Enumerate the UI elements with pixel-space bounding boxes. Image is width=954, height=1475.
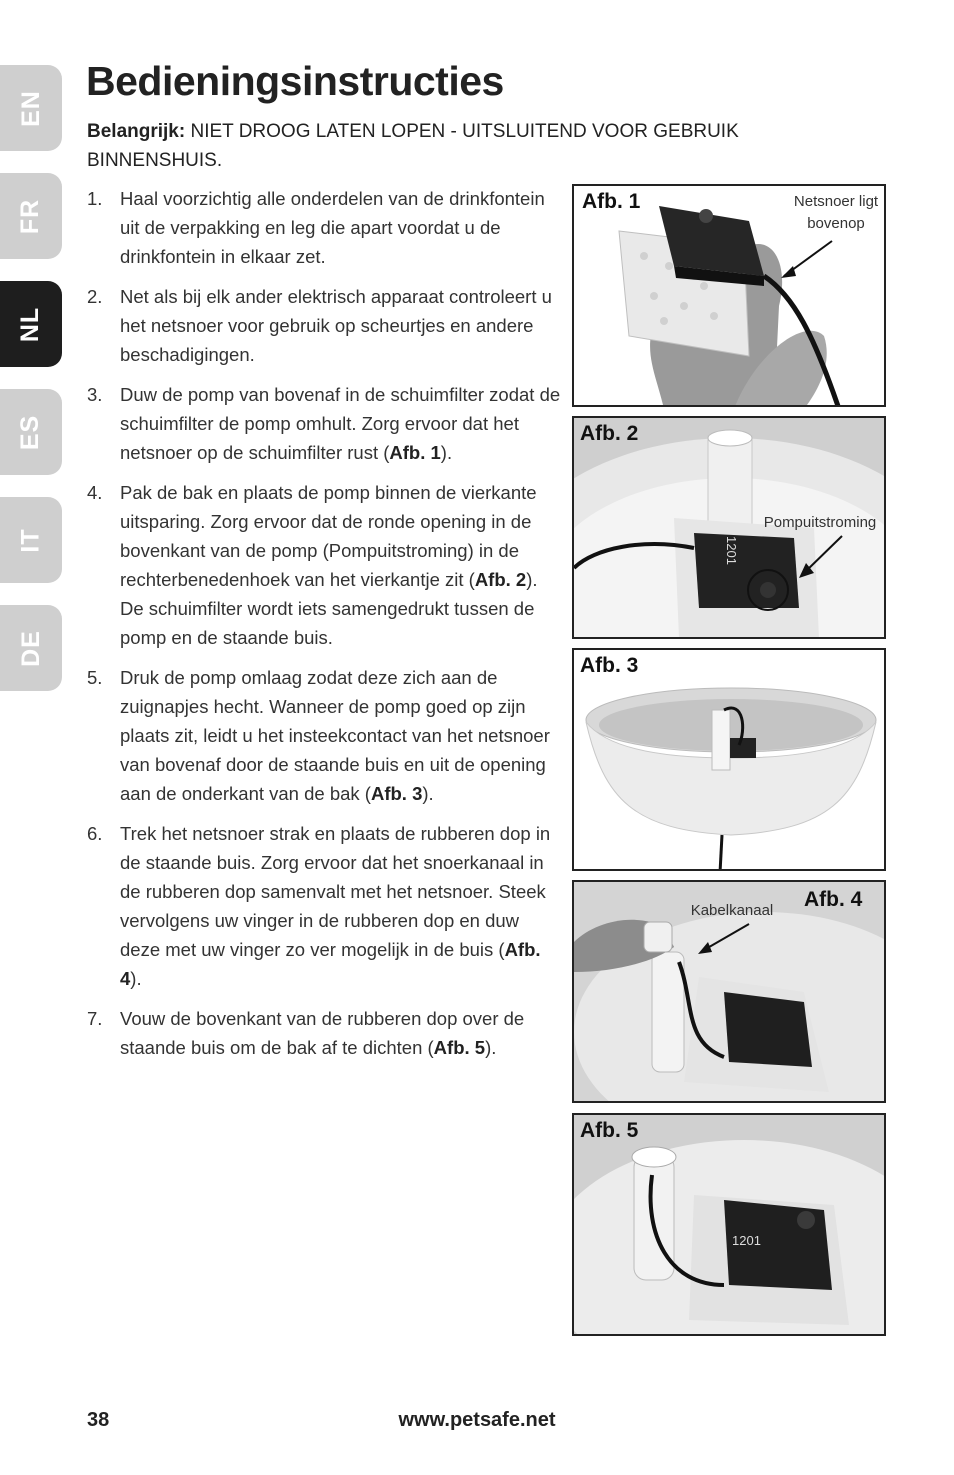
step-number: 7. bbox=[87, 1008, 103, 1029]
tab-fr-label: FR bbox=[16, 198, 45, 234]
step-text: Net als bij elk ander elektrisch apparaat controleert u het netsnoer voor gebruik op scheurtjes en andere beschadigingen. bbox=[120, 286, 552, 365]
page-number: 38 bbox=[87, 1409, 110, 1431]
step-text: Druk de pomp omlaag zodat deze zich aan de zuignapjes hecht. Wanneer de pomp goed op zijn plaats zit, leidt u het insteekcontact van het netsnoer van bovenaf door de staande buis en uit de opening aan de onderkant van de bak ( bbox=[120, 667, 550, 804]
figure-3-label: Afb. 3 bbox=[580, 654, 639, 677]
step-number: 4. bbox=[87, 482, 103, 503]
step-number: 5. bbox=[87, 667, 103, 688]
pump-marking: 1201 bbox=[732, 1233, 761, 1248]
step-text: Pak de bak en plaats de pomp binnen de vierkante uitsparing. Zorg ervoor dat de ronde opening in de bovenkant van de pomp (Pompuitstroming) in de rechterbenedenhoek van het vierkantje zit ( bbox=[120, 482, 537, 590]
figure-5-photo bbox=[574, 1115, 886, 1336]
step-text: Haal voorzichtig alle onderdelen van de drinkfontein uit de verpakking en leg die apart voordat u de drinkfontein in elkaar zet. bbox=[120, 188, 545, 267]
step-text-end: ). bbox=[440, 442, 453, 463]
figure-2-label: Afb. 2 bbox=[580, 422, 639, 445]
figure-ref: Afb. 4 bbox=[120, 939, 541, 989]
step-number: 2. bbox=[87, 286, 103, 307]
figure-ref: Afb. 1 bbox=[389, 442, 441, 463]
figure-1-label: Afb. 1 bbox=[582, 190, 641, 213]
tab-de-label: DE bbox=[16, 629, 45, 667]
step-1 bbox=[87, 184, 562, 271]
figure-ref: Afb. 5 bbox=[433, 1037, 486, 1058]
figure-1-note: Netsnoer ligt bovenop bbox=[793, 193, 879, 232]
figure-4-note: Kabelkanaal bbox=[690, 902, 774, 919]
figure-4-label: Afb. 4 bbox=[804, 888, 863, 911]
figure-ref: Afb. 3 bbox=[370, 783, 423, 804]
figure-3-photo bbox=[574, 650, 886, 871]
step-text: Trek het netsnoer strak en plaats de rubberen dop in de staande buis. Zorg ervoor dat het snoerkanaal in de rubberen dop samenvalt met het netsnoer. Steek vervolgens uw vinger in de rubberen dop en duw deze met uw vinger zo ver mogelijk in de buis ( bbox=[120, 823, 551, 960]
step-text-end: ). bbox=[422, 783, 434, 804]
step-text-end: ). bbox=[130, 968, 142, 989]
figure-5-label: Afb. 5 bbox=[580, 1119, 639, 1142]
step-number: 1. bbox=[87, 188, 103, 209]
step-7 bbox=[87, 1004, 562, 1062]
instruction-steps bbox=[87, 184, 562, 1073]
tab-de[interactable] bbox=[0, 605, 62, 691]
figure-4 bbox=[572, 880, 886, 1103]
tab-es-label: ES bbox=[16, 414, 45, 450]
step-3 bbox=[87, 380, 562, 467]
tab-it[interactable] bbox=[0, 497, 62, 583]
figure-2-note: Pompuitstroming bbox=[763, 514, 877, 531]
important-label: Belangrijk: bbox=[87, 121, 186, 142]
tab-en-label: EN bbox=[16, 89, 45, 127]
figure-5 bbox=[572, 1113, 886, 1336]
step-number: 6. bbox=[87, 823, 103, 844]
figure-2 bbox=[572, 416, 886, 639]
step-4 bbox=[87, 478, 562, 652]
figure-1 bbox=[572, 184, 886, 407]
footer-url[interactable]: www.petsafe.net bbox=[398, 1409, 556, 1431]
figure-3 bbox=[572, 648, 886, 871]
tab-it-label: IT bbox=[16, 527, 45, 553]
tab-es[interactable] bbox=[0, 389, 62, 475]
step-number: 3. bbox=[87, 384, 103, 405]
step-text: Vouw de bovenkant van de rubberen dop over de staande buis om de bak af te dichten ( bbox=[120, 1008, 525, 1058]
important-text: NIET DROOG LATEN LOPEN - UITSLUITEND VOOR GEBRUIK BINNENSHUIS. bbox=[87, 121, 739, 171]
tab-nl-label: NL bbox=[16, 306, 45, 342]
step-5 bbox=[87, 663, 562, 808]
step-text-end: ). De schuimfilter wordt iets samengedrukt tussen de pomp en de staande buis. bbox=[120, 569, 538, 648]
step-6 bbox=[87, 819, 562, 993]
figure-ref: Afb. 2 bbox=[474, 569, 527, 590]
tab-nl[interactable] bbox=[0, 281, 62, 367]
step-text-end: ). bbox=[485, 1037, 497, 1058]
step-text: Duw de pomp van bovenaf in de schuimfilter zodat de schuimfilter de pomp omhult. Zorg ervoor dat het netsnoer op de schuimfilter rust ( bbox=[120, 384, 561, 463]
tab-en[interactable] bbox=[0, 65, 62, 151]
tab-fr[interactable] bbox=[0, 173, 62, 259]
step-2 bbox=[87, 282, 562, 369]
page-title: Bedieningsinstructies bbox=[86, 58, 504, 104]
pump-marking: 1201 bbox=[723, 536, 739, 565]
important-notice bbox=[87, 117, 847, 175]
